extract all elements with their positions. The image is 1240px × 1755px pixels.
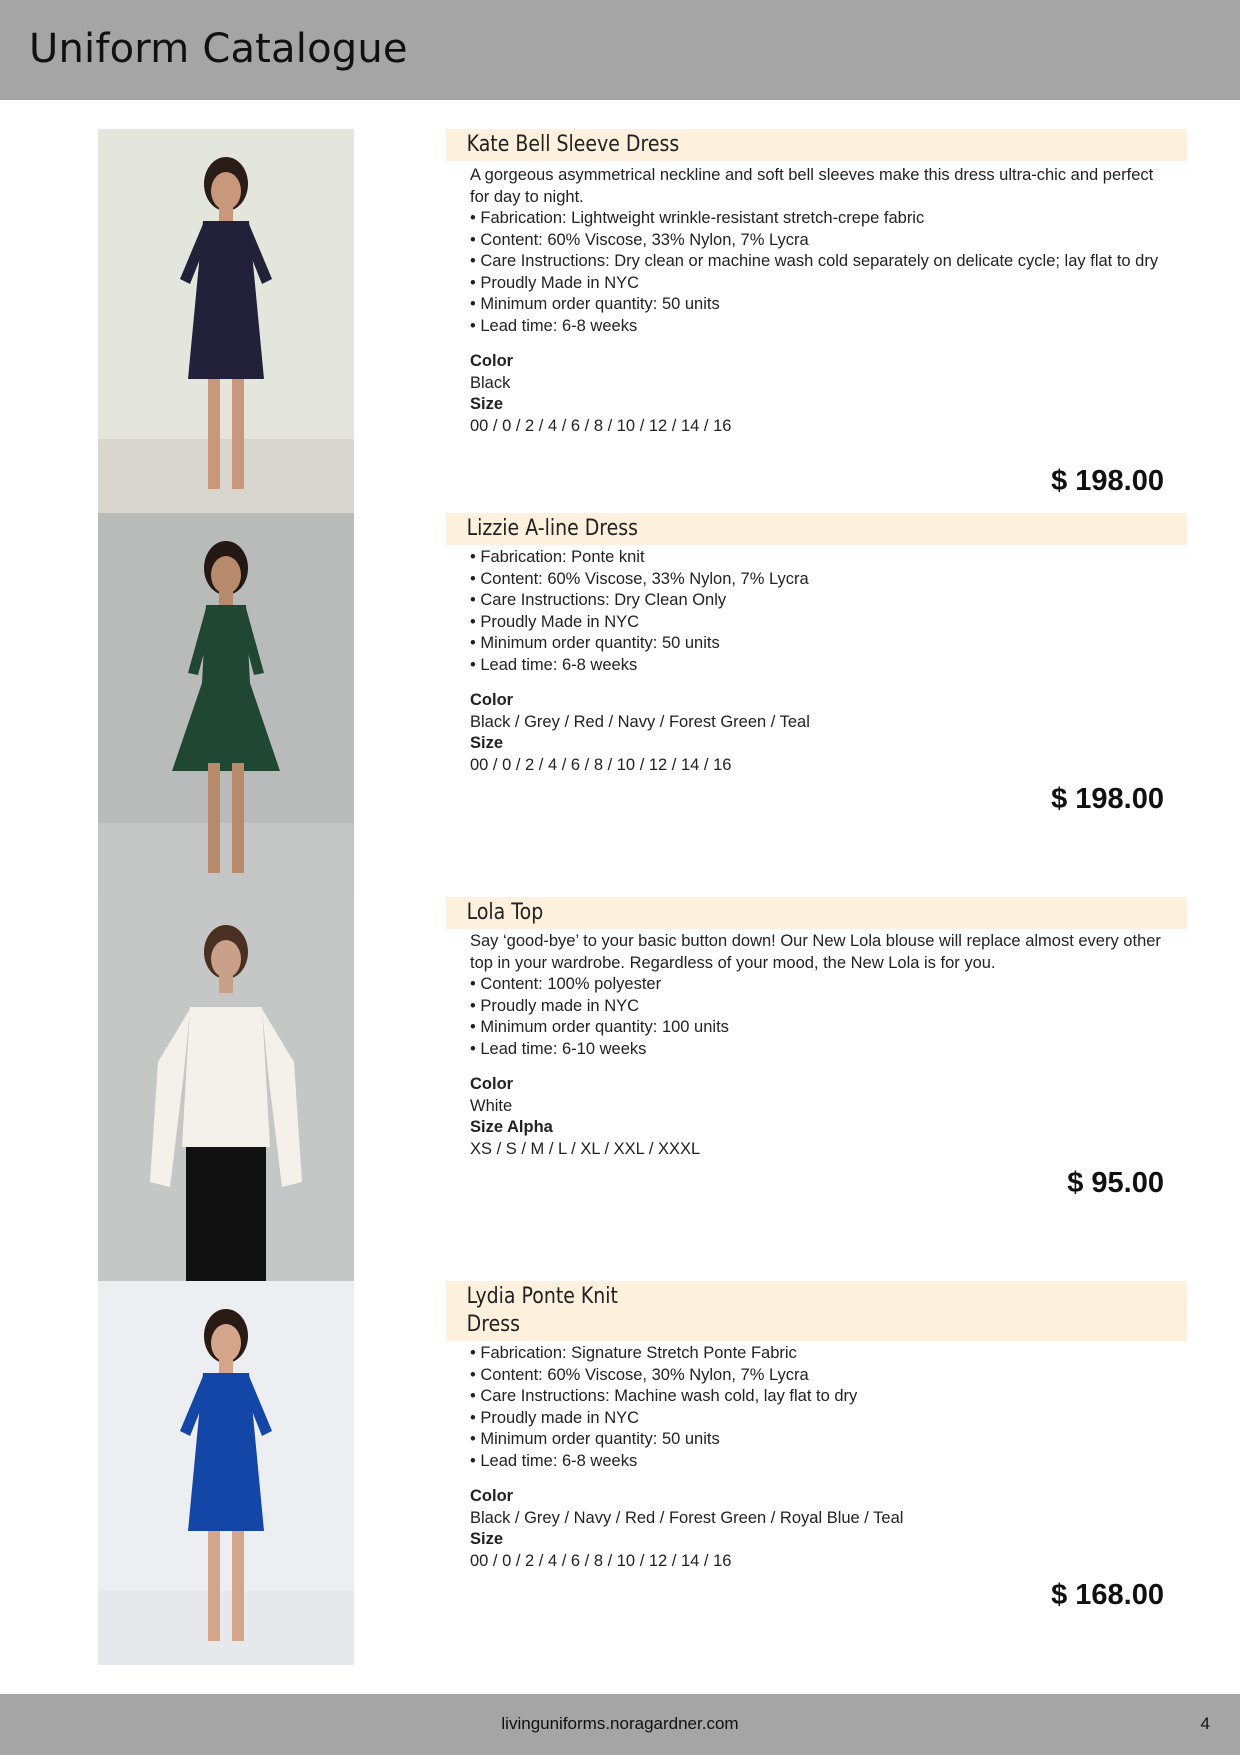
bullet-item: • Fabrication: Ponte knit	[470, 547, 1170, 569]
page-number: 4	[1200, 1714, 1210, 1733]
size-label: Size Alpha	[470, 1118, 553, 1136]
product-details	[470, 931, 1170, 1160]
product-photo	[98, 129, 354, 513]
product-attributes	[470, 1074, 1170, 1160]
leg-shape	[232, 1531, 244, 1641]
page-footer	[0, 1694, 1240, 1755]
photo-floor	[98, 823, 354, 897]
bullet-item: • Lead time: 6-8 weeks	[470, 655, 1170, 677]
model-photo-illustration	[98, 1281, 354, 1665]
leg-shape	[208, 763, 220, 873]
product-price: $ 198.00	[1051, 465, 1164, 497]
size-value: 00 / 0 / 2 / 4 / 6 / 8 / 10 / 12 / 14 / 16	[470, 416, 732, 435]
face-shape	[211, 172, 241, 210]
model-photo-illustration	[98, 513, 354, 897]
bullet-item: • Proudly made in NYC	[470, 1408, 1170, 1430]
product-photo	[98, 1281, 354, 1665]
bullet-item: • Content: 60% Viscose, 33% Nylon, 7% Lycra	[470, 230, 1170, 252]
size-value: 00 / 0 / 2 / 4 / 6 / 8 / 10 / 12 / 14 / 16	[470, 755, 732, 774]
leg-shape	[232, 763, 244, 873]
bullet-item: • Proudly Made in NYC	[470, 273, 1170, 295]
page-title: Uniform Catalogue	[29, 26, 408, 72]
footer-website: livinguniforms.noragardner.com	[501, 1714, 739, 1733]
size-label: Size	[470, 395, 504, 413]
product-name: Kate Bell Sleeve Dress	[466, 132, 680, 157]
product-photo	[98, 897, 354, 1281]
product-price: $ 198.00	[1051, 783, 1164, 815]
product-attributes	[470, 1486, 1170, 1572]
neck-shape	[219, 975, 233, 993]
product-bullets	[470, 547, 1170, 676]
photo-floor	[98, 1591, 354, 1665]
product-name: Lizzie A-line Dress	[466, 516, 639, 541]
size-value: 00 / 0 / 2 / 4 / 6 / 8 / 10 / 12 / 14 / 16	[470, 1551, 732, 1570]
model-photo-illustration	[98, 897, 354, 1281]
bullet-item: • Content: 60% Viscose, 30% Nylon, 7% Lycra	[470, 1365, 1170, 1387]
product-name-band	[446, 513, 1187, 545]
product-name-band	[446, 129, 1187, 161]
product-description: A gorgeous asymmetrical neckline and soft bell sleeves make this dress ultra-chic and perfect for day to night.	[470, 166, 1154, 206]
size-label: Size	[470, 734, 504, 752]
product-bullets	[470, 974, 1170, 1060]
face-shape	[211, 940, 241, 978]
product-price: $ 95.00	[1067, 1167, 1164, 1199]
product-details	[470, 1343, 1170, 1572]
size-label: Size	[470, 1530, 504, 1548]
trousers-shape	[186, 1147, 266, 1281]
product-details	[470, 547, 1170, 776]
bullet-item: • Lead time: 6-8 weeks	[470, 1451, 1170, 1473]
bullet-item: • Minimum order quantity: 50 units	[470, 633, 1170, 655]
bullet-item: • Proudly made in NYC	[470, 996, 1170, 1018]
product-details	[470, 165, 1170, 437]
product-name: Lydia Ponte Knit Dress	[466, 1284, 618, 1337]
bullet-item: • Minimum order quantity: 50 units	[470, 1429, 1170, 1451]
product-name-band	[446, 1281, 1187, 1341]
color-value: Black	[470, 373, 511, 392]
bullet-item: • Care Instructions: Machine wash cold, lay flat to dry	[470, 1386, 1170, 1408]
product-attributes	[470, 690, 1170, 776]
color-label: Color	[470, 1075, 514, 1093]
bullet-item: • Content: 60% Viscose, 33% Nylon, 7% Lycra	[470, 569, 1170, 591]
model-photo-illustration	[98, 129, 354, 513]
bullet-item: • Minimum order quantity: 100 units	[470, 1017, 1170, 1039]
color-value: Black / Grey / Red / Navy / Forest Green / Teal	[470, 712, 810, 731]
bullet-item: • Fabrication: Lightweight wrinkle-resistant stretch-crepe fabric	[470, 208, 1170, 230]
product-attributes	[470, 351, 1170, 437]
product-bullets	[470, 1343, 1170, 1472]
bullet-item: • Lead time: 6-10 weeks	[470, 1039, 1170, 1061]
face-shape	[211, 556, 241, 594]
bullet-item: • Care Instructions: Dry Clean Only	[470, 590, 1170, 612]
top-body-shape	[182, 1007, 270, 1147]
product-photo	[98, 513, 354, 897]
photo-floor	[98, 439, 354, 513]
leg-shape	[208, 1531, 220, 1641]
bullet-item: • Fabrication: Signature Stretch Ponte Fabric	[470, 1343, 1170, 1365]
color-label: Color	[470, 352, 514, 370]
bullet-item: • Minimum order quantity: 50 units	[470, 294, 1170, 316]
color-value: Black / Grey / Navy / Red / Forest Green / Royal Blue / Teal	[470, 1508, 904, 1527]
product-name-band	[446, 897, 1187, 929]
page-header	[0, 0, 1240, 100]
bullet-item: • Care Instructions: Dry clean or machine wash cold separately on delicate cycle; lay flat to dry	[470, 251, 1170, 273]
product-bullets	[470, 208, 1170, 337]
color-label: Color	[470, 691, 514, 709]
leg-shape	[232, 379, 244, 489]
bullet-item: • Content: 100% polyester	[470, 974, 1170, 996]
bullet-item: • Proudly Made in NYC	[470, 612, 1170, 634]
size-value: XS / S / M / L / XL / XXL / XXXL	[470, 1139, 701, 1158]
bullet-item: • Lead time: 6-8 weeks	[470, 316, 1170, 338]
leg-shape	[208, 379, 220, 489]
color-label: Color	[470, 1487, 514, 1505]
product-name: Lola Top	[466, 900, 544, 925]
face-shape	[211, 1324, 241, 1362]
product-description: Say ‘good-bye’ to your basic button down! Our New Lola blouse will replace almost every other top in your wardrobe. Regardless of your mood, the New Lola is for you.	[470, 932, 1161, 972]
color-value: White	[470, 1096, 513, 1115]
product-price: $ 168.00	[1051, 1579, 1164, 1611]
